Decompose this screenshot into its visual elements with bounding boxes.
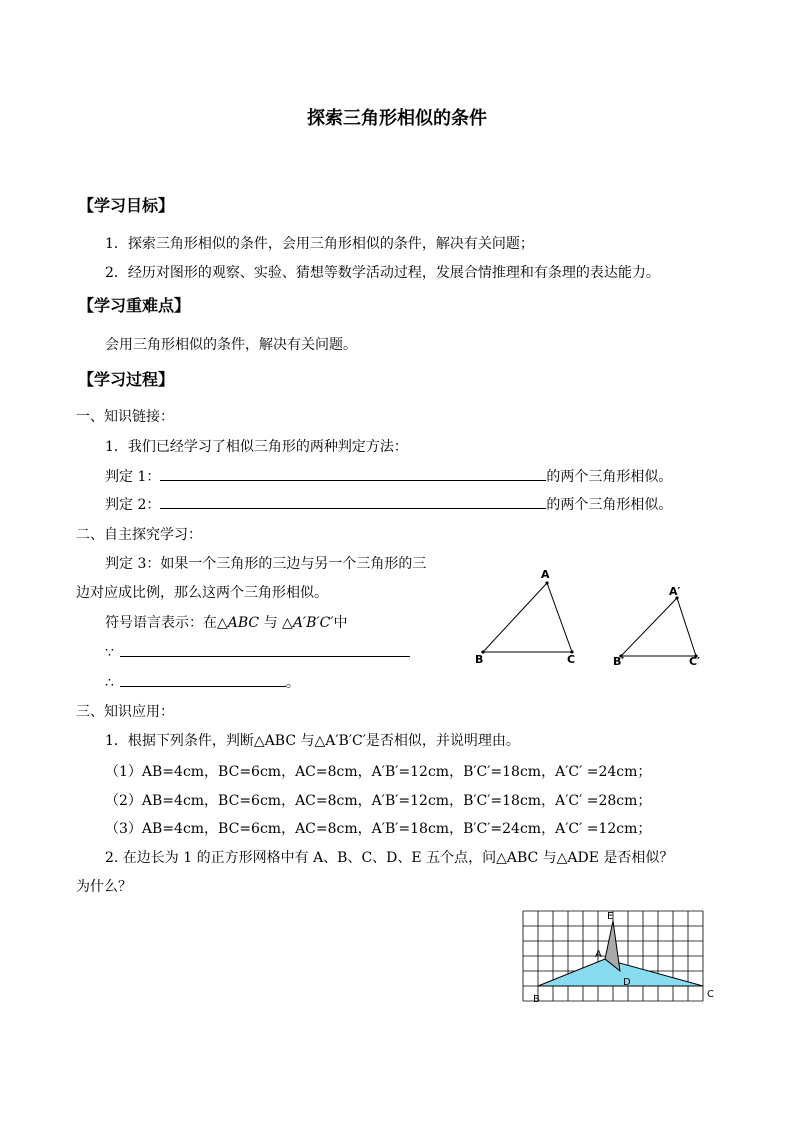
- process-heading: 【学习过程】: [78, 370, 175, 389]
- section3-q2-line2: 为什么？: [76, 879, 132, 895]
- because-blank: [120, 642, 410, 657]
- rule2-prefix: 判定 2：: [105, 497, 161, 513]
- case-1: （1）AB=4cm，BC=6cm，AC=8cm，A′B′=12cm，B′C′=18cm，A′C′ =24cm；: [105, 764, 652, 780]
- label-a: A: [541, 568, 550, 581]
- therefore-period: 。: [285, 675, 300, 691]
- section1-title: 一、知识链接：: [76, 409, 174, 425]
- goal-item-1: 1．探索三角形相似的条件，会用三角形相似的条件，解决有关问题；: [105, 236, 534, 252]
- case-2: （2）AB=4cm，BC=6cm，AC=8cm，A′B′=12cm，B′C′=18cm，A′C′ =28cm；: [105, 793, 652, 809]
- rule1-suffix: 的两个三角形相似。: [546, 469, 673, 485]
- therefore-symbol: ∴: [105, 675, 114, 691]
- triangle-abc-prime: △A′B′C′: [282, 615, 334, 631]
- rule1-blank: [160, 466, 546, 481]
- label-c-prime: C′: [689, 655, 700, 668]
- grid-label-a: A: [595, 949, 602, 960]
- rule1-prefix: 判定 1：: [105, 469, 161, 485]
- similar-triangles-figure: [470, 565, 710, 675]
- label-b-prime: B′: [613, 655, 625, 668]
- section2-title: 二、自主探究学习：: [76, 527, 202, 543]
- triangle-abc-shape: [483, 583, 572, 652]
- grid-label-b: B: [533, 994, 540, 1005]
- rule3-line2: 边对应成比例，那么这两个三角形相似。: [76, 585, 328, 601]
- goal-item-2: 2．经历对图形的观察、实验、猜想等数学活动过程，发展合情推理和有条理的表达能力。: [105, 265, 660, 281]
- section3-q1: 1．根据下列条件，判断△ABC 与△A′B′C′是否相似，并说明理由。: [105, 733, 520, 749]
- section1-q1: 1．我们已经学习了相似三角形的两种判定方法：: [105, 439, 408, 455]
- key-text: 会用三角形相似的条件，解决有关问题。: [105, 337, 357, 353]
- rule1-line: [105, 466, 672, 486]
- grid-figure: [515, 905, 725, 1015]
- triangle-abc-prime-shape: [621, 598, 696, 656]
- grid-label-d: D: [623, 977, 631, 988]
- page-title: 探索三角形相似的条件: [307, 108, 487, 129]
- section3-q2-line1: 2. 在边长为 1 的正方形网格中有 A、B、C、D、E 五个点，问△ABC 与△ADE 是否相似？: [105, 850, 674, 866]
- grid-label-c: C: [707, 989, 714, 1000]
- case-3: （3）AB=4cm，BC=6cm，AC=8cm，A′B′=18cm，B′C′=24cm，A′C′ =12cm；: [105, 821, 652, 837]
- label-c: C: [567, 653, 576, 666]
- label-a-prime: A′: [669, 585, 681, 598]
- rule3-line1: 判定 3：如果一个三角形的三边与另一个三角形的三: [105, 556, 427, 572]
- symbolic-line: [105, 612, 347, 632]
- therefore-blank: [120, 672, 286, 687]
- section3-title: 三、知识应用：: [76, 704, 174, 720]
- rule2-suffix: 的两个三角形相似。: [546, 497, 673, 513]
- in-word: 中: [333, 615, 348, 631]
- grid-label-e: E: [607, 911, 614, 922]
- therefore-line: [105, 672, 300, 692]
- triangle-abc: △ABC: [217, 615, 260, 631]
- triangle-abc-grid: [538, 959, 703, 986]
- with-word: 与: [259, 615, 283, 631]
- rule2-blank: [160, 494, 546, 509]
- symbolic-prefix: 符号语言表示：在: [105, 615, 217, 631]
- because-line: [105, 642, 410, 661]
- point-a: [545, 581, 548, 584]
- label-b: B: [475, 653, 484, 666]
- key-heading: 【学习重难点】: [78, 296, 191, 315]
- goals-heading: 【学习目标】: [78, 196, 175, 215]
- because-symbol: ∵: [105, 645, 114, 661]
- rule2-line: [105, 494, 672, 514]
